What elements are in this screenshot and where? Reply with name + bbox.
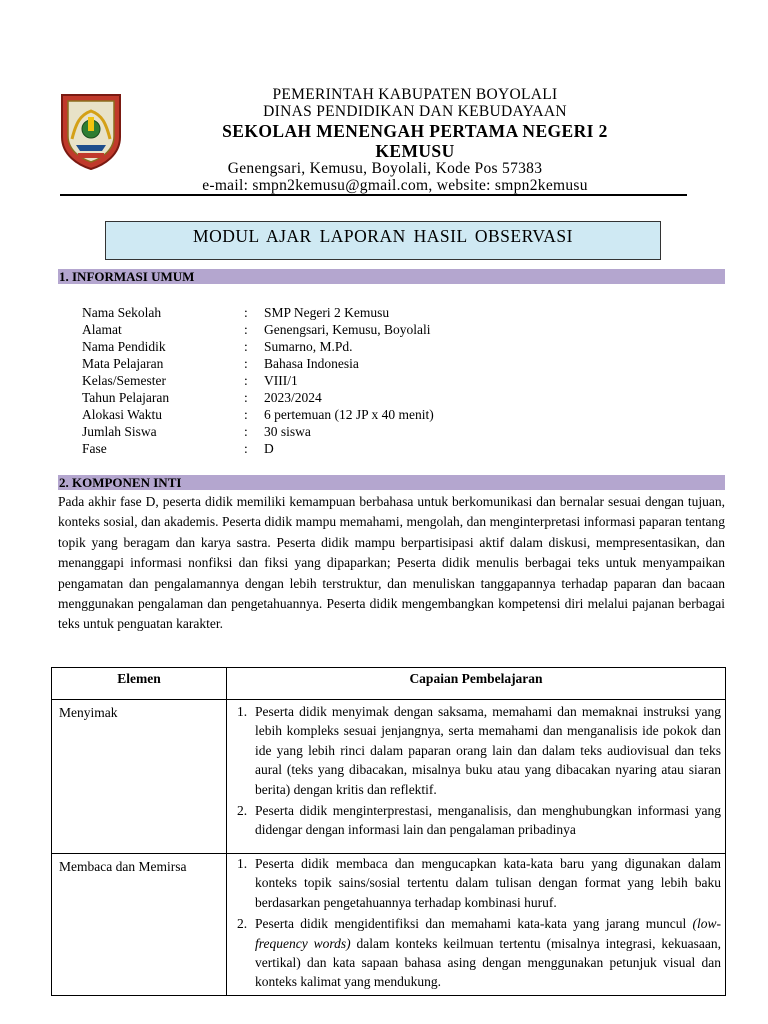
- info-value: Sumarno, M.Pd.: [264, 339, 353, 354]
- info-value: 30 siswa: [264, 424, 311, 439]
- info-separator: :: [244, 339, 248, 354]
- table-header-row: [52, 668, 726, 700]
- info-value: Genengsari, Kemusu, Boyolali: [264, 322, 431, 337]
- list-item-text-continued: dalam konteks keilmuan tertentu (misalnya integrasi, kekuasaan, vertikal) dan kata sapaan bahasa asing dengan menggunakan petunjuk visual dan konteks kalimat yang mendukung.: [255, 935, 721, 990]
- info-label: Jumlah Siswa: [82, 424, 157, 439]
- info-separator: :: [244, 373, 248, 388]
- list-item: [237, 854, 721, 912]
- section-heading-komponen-inti: [58, 475, 725, 490]
- list-item-number: 2.: [237, 803, 248, 819]
- outcome-list: [233, 700, 721, 840]
- list-item-text: Peserta didik menyimak dengan saksama, memahami dan memaknai instruksi yang lebih kompleks sesuai jenjangnya, serta memahami dan menganalisis ide pokok dan ide yang lebih rinci dalam paparan orang lain dan dalam teks audiovisual dan teks aural (teks yang dibacakan, misalnya buku atau yang dibacakan nyaring atau siaran berita) dengan kritis dan reflektif.: [255, 704, 721, 797]
- info-separator: :: [244, 305, 248, 320]
- learning-outcomes-table: [51, 667, 726, 996]
- info-label: Alokasi Waktu: [82, 407, 163, 422]
- table-cell-outcomes: [227, 700, 726, 854]
- info-label: Fase: [82, 441, 107, 456]
- document-title: MODUL AJAR LAPORAN HASIL OBSERVASI: [105, 221, 661, 260]
- list-item: [237, 702, 721, 799]
- info-label: Kelas/Semester: [82, 373, 166, 388]
- info-separator: :: [244, 441, 248, 456]
- list-item-number: 1.: [237, 704, 248, 719]
- list-item: [237, 801, 721, 840]
- info-label: Tahun Pelajaran: [82, 390, 170, 405]
- info-separator: :: [244, 356, 248, 371]
- list-item-italic-term: (low-frequency words): [255, 916, 722, 951]
- list-item-number: 1.: [237, 856, 248, 871]
- section-heading-informasi-umum: [58, 269, 725, 284]
- table-row: [52, 700, 726, 854]
- info-separator: :: [244, 407, 248, 422]
- header-government: PEMERINTAH KABUPATEN BOYOLALI: [272, 86, 558, 103]
- list-item-text: Peserta didik mengidentifiksi dan memahami kata-kata yang jarang muncul: [255, 916, 687, 932]
- header-divider: [60, 194, 687, 196]
- table-cell-outcomes: [227, 854, 726, 996]
- info-label: Nama Sekolah: [82, 305, 162, 320]
- info-label: Nama Pendidik: [82, 339, 166, 354]
- header-department: DINAS PENDIDIKAN DAN KEBUDAYAAN: [263, 103, 567, 120]
- list-item: [237, 914, 722, 992]
- info-separator: :: [244, 390, 248, 405]
- info-label: Mata Pelajaran: [82, 356, 164, 371]
- table-header-capaian: Capaian Pembelajaran: [227, 668, 726, 700]
- section-heading-label: 1. INFORMASI UMUM: [59, 269, 195, 284]
- header-school-name-2: KEMUSU: [375, 141, 455, 161]
- outcome-list: [233, 854, 721, 992]
- info-separator: :: [244, 322, 248, 337]
- header-school-name: SEKOLAH MENENGAH PERTAMA NEGERI 2: [222, 121, 608, 141]
- header-address: Genengsari, Kemusu, Boyolali, Kode Pos 57383: [227, 160, 543, 177]
- info-value: VIII/1: [264, 373, 298, 388]
- info-value: 6 pertemuan (12 JP x 40 menit): [264, 407, 434, 422]
- table-cell-element: Membaca dan Memirsa: [52, 854, 227, 996]
- info-value: D: [264, 441, 274, 456]
- table-cell-element: Menyimak: [52, 700, 227, 854]
- header-contact: e-mail: smpn2kemusu@gmail.com, website: smpn2kemusu: [202, 177, 588, 194]
- list-item-text: Peserta didik membaca dan mengucapkan kata-kata baru yang digunakan dalam konteks topik sains/sosial tertentu dalam tulisan dengan format yang lebih baku berdasarkan pengetahuannya terhadap kombinasi huruf.: [255, 856, 721, 910]
- info-separator: :: [244, 424, 248, 439]
- table-header-elemen: Elemen: [52, 668, 227, 700]
- table-row: [52, 854, 726, 996]
- boyolali-emblem-icon: [58, 93, 124, 171]
- list-item-text: Peserta didik menginterprestasi, menganalisis, dan menghubungkan informasi yang didengar dengan informasi lain dan pengalaman pribadinya: [255, 803, 721, 838]
- core-component-paragraph: Pada akhir fase D, peserta didik memiliki kemampuan berbahasa untuk berkomunikasi dan bernalar sesuai dengan tujuan, konteks sosial, dan akademis. Peserta didik mampu memahami, mengolah, dan menginterpretasi informasi paparan tentang topik yang beragam dan karya sastra. Peserta didik mampu berpartisipasi aktif dalam diskusi, mempresentasikan, dan menanggapi informasi nonfiksi dan fiksi yang dipaparkan; Peserta didik menulis berbagai teks untuk menyampaikan pengamatan dan pengalamannya dengan lebih terstruktur, dan menuliskan tanggapannya terhadap paparan dan bacaan menggunakan pengalaman dan pengetahuannya. Peserta didik mengembangkan kompetensi diri melalui pajanan berbagai teks untuk penguatan karakter.: [58, 494, 725, 632]
- info-value: SMP Negeri 2 Kemusu: [264, 305, 390, 320]
- info-value: 2023/2024: [264, 390, 322, 405]
- section-heading-label: 2. KOMPONEN INTI: [59, 475, 182, 490]
- info-label: Alamat: [82, 322, 122, 337]
- list-item-number: 2.: [237, 916, 248, 932]
- info-value: Bahasa Indonesia: [264, 356, 359, 371]
